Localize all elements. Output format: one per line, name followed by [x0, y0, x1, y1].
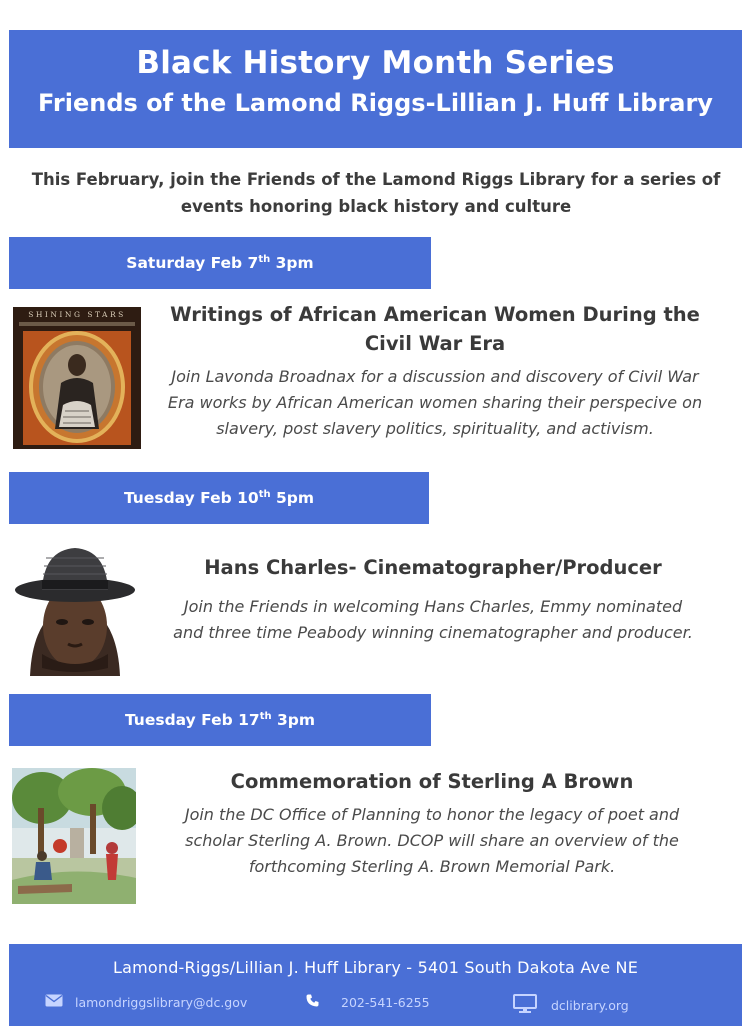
event-2-date: Tuesday Feb 10: [123, 489, 259, 507]
library-address: Lamond-Riggs/Lillian J. Huff Library - 5401 South Dakota Ave NE: [112, 958, 639, 977]
event-2-time: 5pm: [270, 489, 315, 507]
event-1-time: 3pm: [270, 254, 314, 272]
hans-charles-portrait: [12, 544, 138, 676]
intro-line-2: events honoring black history and culture: [180, 197, 572, 216]
event-1-desc-line-3: slavery, post slavery politics, spirituality, and activism.: [216, 419, 654, 438]
email-address[interactable]: lamondriggslibrary@dc.gov: [75, 994, 248, 1010]
event-1-date: Saturday Feb 7: [126, 254, 259, 272]
event-3-date-band: [9, 694, 431, 746]
phone-number[interactable]: 202-541-6255: [341, 994, 430, 1010]
event-1-date-band: [9, 237, 431, 289]
flyer-title: Black History Month Series: [136, 45, 615, 81]
event-2-desc-line-2: and three time Peabody winning cinematographer and producer.: [173, 623, 693, 642]
shining-stars-book-cover: [13, 307, 141, 449]
envelope-icon: [45, 994, 63, 1010]
event-1-title: [150, 300, 720, 358]
event-2-date-band: [9, 472, 429, 524]
event-3-time: 3pm: [271, 711, 316, 729]
intro-line-1: This February, join the Friends of the Lamond Riggs Library for a series of: [31, 170, 721, 189]
event-3: [150, 767, 714, 880]
event-2-date-suffix: th: [258, 488, 271, 500]
contact-website[interactable]: [513, 994, 629, 1017]
event-3-desc-line-2: scholar Sterling A. Brown. DCOP will share an overview of the: [185, 831, 679, 850]
event-3-title: Commemoration of Sterling A Brown: [230, 770, 634, 793]
event-1-desc-line-2: Era works by African American women sharing their perspecive on: [167, 393, 703, 412]
intro-text: [20, 166, 732, 220]
portrait-photo: [12, 544, 138, 676]
event-3-desc-line-3: forthcoming Sterling A. Brown Memorial Park.: [248, 857, 616, 876]
event-3-date-suffix: th: [259, 710, 272, 722]
event-3-description: [150, 802, 714, 880]
event-1-date-suffix: th: [258, 253, 271, 265]
park-illustration: [12, 768, 136, 904]
book-cover-art: [13, 307, 141, 449]
phone-icon: [306, 994, 319, 1010]
event-1-title-line-2: Civil War Era: [364, 332, 506, 355]
monitor-icon: [513, 994, 537, 1017]
flyer-subtitle: Friends of the Lamond Riggs-Lillian J. Huff Library: [38, 89, 713, 117]
event-1-title-line-1: Writings of African American Women During the: [170, 303, 700, 326]
event-1: [150, 300, 720, 442]
website-link[interactable]: dclibrary.org: [551, 998, 629, 1013]
event-3-date: Tuesday Feb 17: [124, 711, 260, 729]
event-3-desc-line-1: Join the DC Office of Planning to honor the legacy of poet and: [184, 805, 680, 824]
header-banner: [9, 30, 742, 148]
event-1-description: [150, 364, 720, 442]
event-2: [146, 553, 720, 646]
contact-email[interactable]: [45, 994, 247, 1010]
event-1-desc-line-1: Join Lavonda Broadnax for a discussion and discovery of Civil War: [171, 367, 699, 386]
memorial-park-rendering: [12, 768, 136, 904]
event-2-title: Hans Charles- Cinematographer/Producer: [204, 556, 662, 579]
event-2-description: [146, 594, 720, 646]
book-cover-title: SHINING STARS: [28, 310, 126, 319]
contact-phone[interactable]: [306, 994, 430, 1010]
event-2-desc-line-1: Join the Friends in welcoming Hans Charles, Emmy nominated: [183, 597, 683, 616]
footer-banner: [9, 944, 742, 1026]
